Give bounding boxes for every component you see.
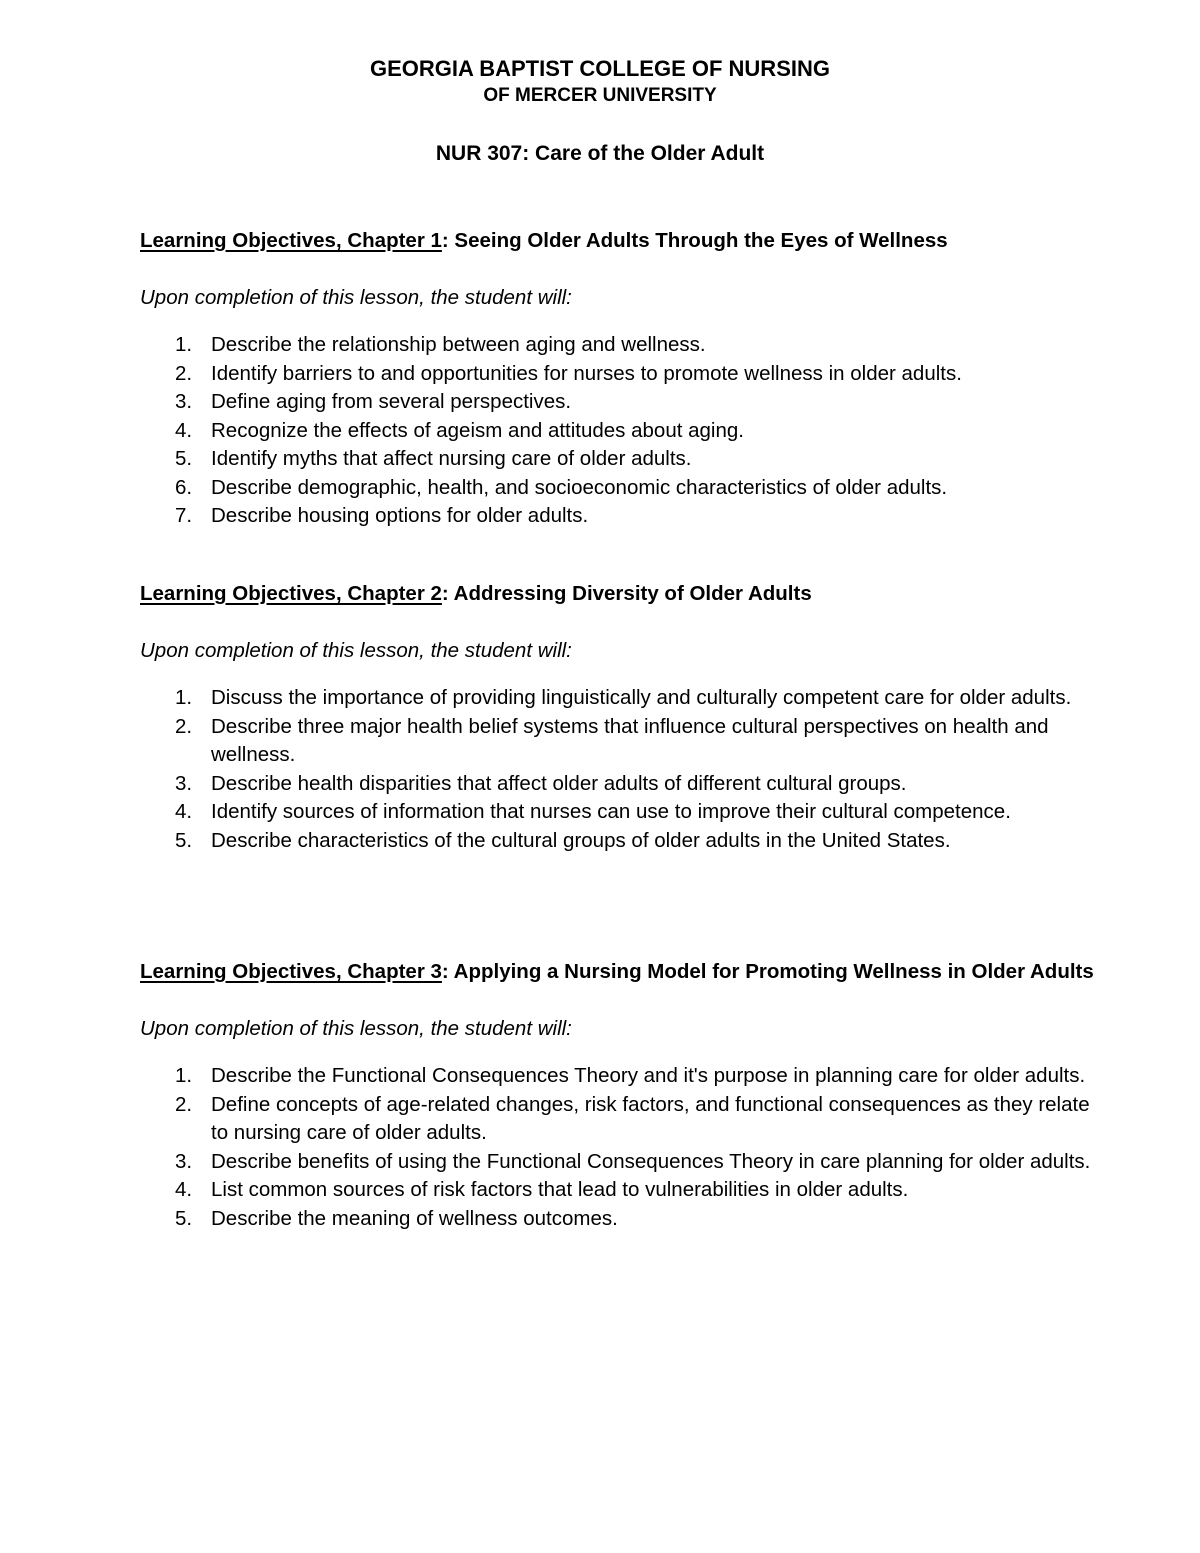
list-item-number: 2.	[175, 1092, 193, 1116]
list-item	[140, 1062, 1100, 1091]
list-item-text: Describe benefits of using the Functional Consequences Theory in care planning for older adults.	[211, 1149, 1091, 1173]
chapter-3-heading-label: Learning Objectives, Chapter 3	[140, 960, 442, 983]
chapter-3-heading	[140, 958, 1100, 986]
chapter-3-intro: Upon completion of this lesson, the student will:	[140, 1017, 572, 1040]
list-item	[140, 1205, 1100, 1234]
chapter-2-objectives	[140, 684, 1100, 855]
chapter-1-objectives	[140, 331, 1100, 531]
list-item-text: Describe the Functional Consequences Theory and it's purpose in planning care for older adults.	[211, 1064, 1086, 1087]
list-item-text: Describe three major health belief systems that influence cultural perspectives on health and wellness.	[211, 714, 1049, 766]
chapter-1-heading-topic: : Seeing Older Adults Through the Eyes of Wellness	[441, 229, 948, 252]
list-item-number: 3.	[175, 390, 193, 413]
chapter-1-section	[140, 227, 1100, 531]
list-item-number: 4.	[175, 1178, 193, 1201]
list-item-number: 5.	[175, 447, 193, 470]
list-item-number: 3.	[175, 771, 193, 795]
list-item-number: 2.	[175, 361, 193, 385]
list-item-text: Identify sources of information that nurses can use to improve their cultural competence.	[211, 800, 1011, 823]
chapter-3-objectives	[140, 1062, 1100, 1233]
list-item-text: Define aging from several perspectives.	[211, 390, 572, 413]
chapter-2-intro: Upon completion of this lesson, the student will:	[140, 639, 572, 662]
list-item-text: Identify myths that affect nursing care of older adults.	[211, 447, 692, 470]
list-item-number: 1.	[175, 686, 193, 709]
list-item-number: 3.	[175, 1149, 193, 1173]
list-item-number: 7.	[175, 504, 193, 527]
list-item-number: 5.	[175, 1206, 193, 1230]
list-item-number: 6.	[175, 475, 193, 499]
list-item-text: Describe housing options for older adults.	[211, 504, 589, 527]
list-item	[140, 1148, 1100, 1177]
chapter-3-section	[140, 958, 1100, 1233]
chapter-3-heading-topic: : Applying a Nursing Model for Promoting Wellness in Older Adults	[441, 960, 1094, 983]
list-item-number: 5.	[175, 828, 193, 852]
chapter-1-intro: Upon completion of this lesson, the student will:	[140, 286, 572, 309]
list-item	[140, 360, 1100, 389]
list-item	[140, 713, 1100, 770]
list-item-text: Describe characteristics of the cultural groups of older adults in the United States.	[211, 828, 951, 852]
list-item	[140, 770, 1100, 799]
list-item-text: Describe health disparities that affect older adults of different cultural groups.	[211, 771, 907, 795]
chapter-2-section	[140, 580, 1100, 855]
list-item	[140, 474, 1100, 503]
list-item	[140, 417, 1100, 446]
list-item-number: 4.	[175, 800, 193, 823]
list-item-text: Define concepts of age-related changes, risk factors, and functional consequences as they relate to nursing care of older adults.	[211, 1092, 1090, 1144]
list-item-text: Discuss the importance of providing linguistically and culturally competent care for older adults.	[211, 686, 1072, 709]
college-name: GEORGIA BAPTIST COLLEGE OF NURSING	[370, 56, 830, 81]
list-item-text: Describe the meaning of wellness outcomes.	[211, 1206, 618, 1230]
chapter-1-heading	[140, 227, 1100, 255]
chapter-2-heading	[140, 580, 1100, 608]
list-item	[140, 445, 1100, 474]
chapter-2-heading-label: Learning Objectives, Chapter 2	[140, 582, 442, 605]
university-name: OF MERCER UNIVERSITY	[483, 85, 717, 106]
list-item-text: Identify barriers to and opportunities for nurses to promote wellness in older adults.	[211, 361, 962, 385]
list-item	[140, 798, 1100, 827]
list-item-number: 1.	[175, 333, 193, 356]
list-item	[140, 331, 1100, 360]
list-item-text: Describe demographic, health, and socioeconomic characteristics of older adults.	[211, 475, 948, 499]
list-item	[140, 502, 1100, 531]
list-item-number: 2.	[175, 714, 193, 738]
list-item	[140, 1091, 1100, 1148]
course-title: NUR 307: Care of the Older Adult	[435, 142, 765, 165]
list-item-number: 4.	[175, 418, 193, 442]
list-item	[140, 1176, 1100, 1205]
list-item	[140, 388, 1100, 417]
chapter-1-heading-label: Learning Objectives, Chapter 1	[140, 229, 442, 252]
list-item-text: Recognize the effects of ageism and attitudes about aging.	[211, 418, 744, 442]
list-item	[140, 827, 1100, 856]
list-item-text: Describe the relationship between aging and wellness.	[211, 333, 706, 356]
chapter-2-heading-topic: : Addressing Diversity of Older Adults	[441, 582, 812, 605]
list-item	[140, 684, 1100, 713]
list-item-text: List common sources of risk factors that lead to vulnerabilities in older adults.	[211, 1178, 909, 1201]
list-item-number: 1.	[175, 1064, 193, 1087]
